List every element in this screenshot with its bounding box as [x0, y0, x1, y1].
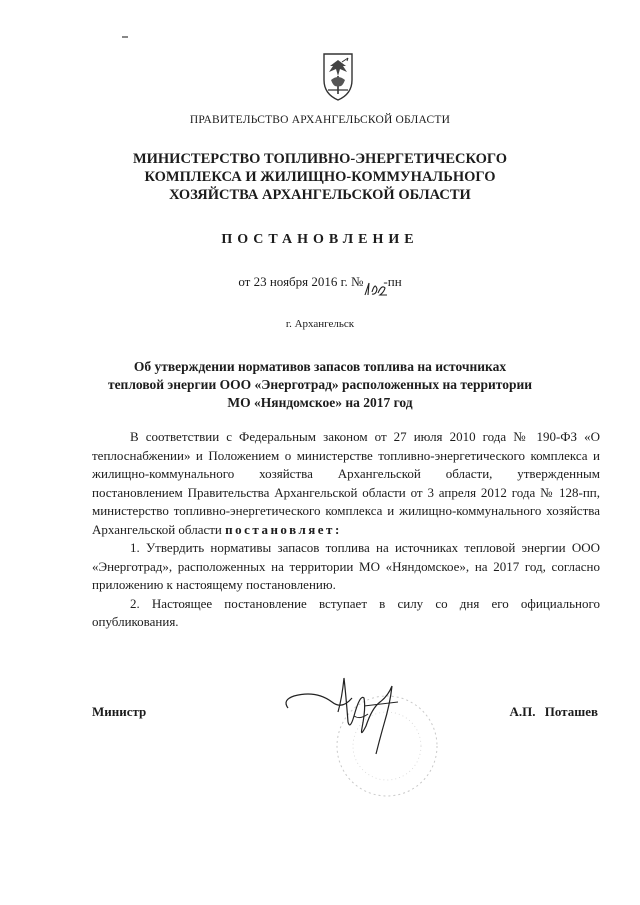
document-date-number — [0, 274, 640, 290]
intro-text: В соответствии с Федеральным законом от 27 июля 2010 года № 190-ФЗ «О теплоснабжении» и Положением о министерстве топливно-энергетического комплекса и жилищно-коммунального хозяйства Архангельской области, утвержденным постановлением Правительства Архангельской области от 3 апреля 2012 года № 128-пп, министерство топливно-энергетического комплекса и жилищно-коммунального хозяйства Архангельской области — [92, 429, 600, 537]
item-1: 1. Утвердить нормативы запасов топлива на источниках тепловой энергии ООО «Энерготрад», расположенных на территории МО «Няндомское», на 2017 год, согласно приложению к настоящему постановлению. — [92, 540, 600, 592]
signer-role: Министр — [92, 704, 147, 719]
signer-name: А.П. Поташев — [509, 704, 598, 719]
intro-paragraph — [92, 428, 600, 539]
document-title — [100, 358, 540, 412]
handwritten-number-icon — [363, 280, 389, 298]
title-line: МО «Няндомское» на 2017 год — [227, 395, 413, 410]
ministry-line: ХОЗЯЙСТВА АРХАНГЕЛЬСКОЙ ОБЛАСТИ — [169, 187, 471, 203]
title-line: Об утверждении нормативов запасов топлива на источниках — [133, 359, 507, 374]
city: г. Архангельск — [285, 318, 355, 330]
arkhangelsk-coat-of-arms-icon — [318, 50, 358, 102]
ministry-line: КОМПЛЕКСА И ЖИЛИЩНО-КОММУНАЛЬНОГО — [144, 169, 496, 185]
date-suffix: -пн — [383, 274, 402, 289]
government-name: ПРАВИТЕЛЬСТВО АРХАНГЕЛЬСКОЙ ОБЛАСТИ — [189, 114, 451, 126]
document-type: ПОСТАНОВЛЕНИЕ — [221, 232, 419, 247]
item-2: 2. Настоящее постановление вступает в силу со дня его официального опубликования. — [92, 595, 600, 629]
ministry-name — [100, 150, 540, 204]
document-body — [92, 428, 600, 632]
handwritten-signature-icon — [280, 668, 420, 768]
title-line: тепловой энергии ООО «Энерготрад» расположенных на территории — [107, 377, 533, 392]
ministry-line: МИНИСТЕРСТВО ТОПЛИВНО-ЭНЕРГЕТИЧЕСКОГО — [132, 151, 508, 167]
scan-speck — [122, 36, 128, 38]
date-prefix: от 23 ноября 2016 г. № — [238, 274, 364, 289]
decree-word: постановляет: — [225, 521, 342, 537]
